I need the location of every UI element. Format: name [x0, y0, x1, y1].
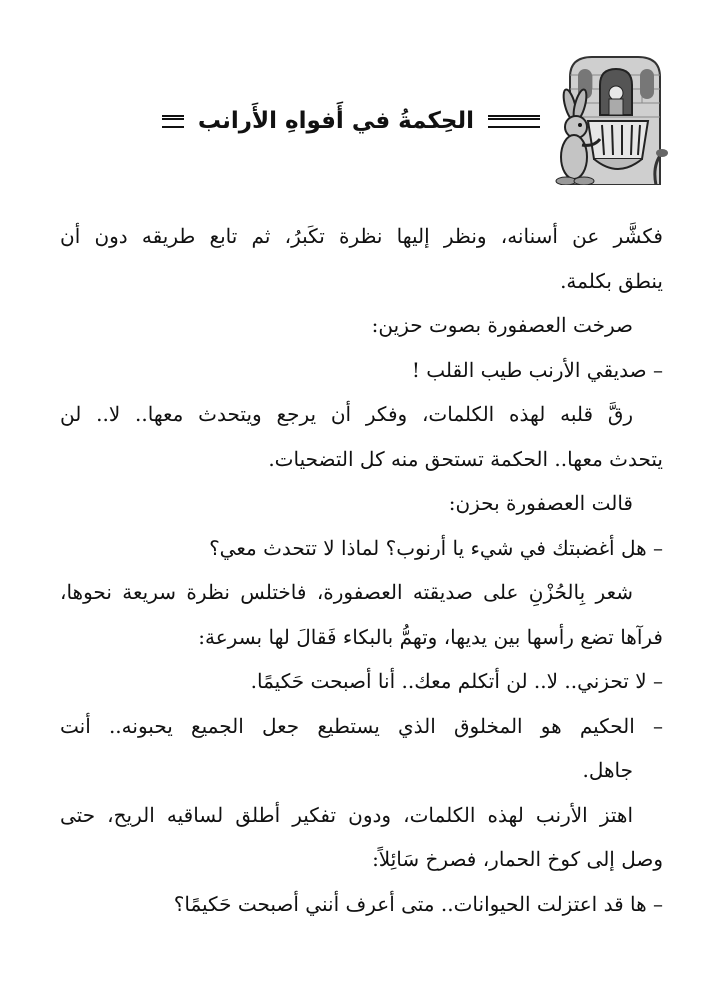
- dialogue-line: – الحكيم هو المخلوق الذي يستطيع جعل الجميع يحبونه.. أنت: [60, 713, 663, 738]
- text-line: رقَّ قلبه لهذه الكلمات، وفكر أن يرجع ويتحدث معها.. لا.. لن: [60, 402, 633, 426]
- dialogue-line: – لا تحزني.. لا.. لن أتكلم معك.. أنا أصبحت حَكيمًا.: [250, 669, 663, 693]
- text-line: قالت العصفورة بحزن:: [448, 491, 633, 515]
- text-line: ينطق بكلمة.: [560, 268, 663, 293]
- text-line: شعر بِالحُزْنِ على صديقته العصفورة، فاختلس نظرة سريعة نحوها،: [60, 580, 633, 604]
- title-rule-right: [488, 115, 540, 128]
- text-line: صرخت العصفورة بصوت حزين:: [371, 313, 633, 337]
- rabbit-tower-illustration: [552, 55, 670, 185]
- chapter-title: الحِكمةُ في أَفواهِ الأَرانب: [197, 108, 474, 134]
- dialogue-line: – هل أغضبتك في شيء يا أرنوب؟ لماذا لا تتحدث معي؟: [209, 535, 663, 560]
- story-text: [60, 214, 663, 926]
- dialogue-line: – ها قد اعتزلت الحيوانات.. متى أعرف أنني أصبحت حَكيمًا؟: [173, 891, 663, 916]
- chapter-header: [40, 55, 680, 185]
- text-line: اهتز الأرنب لهذه الكلمات، ودون تفكير أطلق لساقيه الريح، حتى: [60, 802, 633, 827]
- text-line: يتحدث معها.. الحكمة تستحق منه كل التضحيات.: [268, 446, 663, 471]
- text-line: فرآها تضع رأسها بين يديها، وتهمُّ بالبكاء فَقالَ لها بسرعة:: [198, 624, 663, 649]
- dialogue-line: – صديقي الأرنب طيب القلب !: [411, 357, 663, 382]
- title-row: [40, 103, 540, 139]
- title-rule-left: [162, 115, 184, 128]
- text-line: جاهل.: [582, 758, 633, 782]
- text-line: فكشَّر عن أسنانه، ونظر إليها نظرة تكَبرُ، ثم تابع طريقه دون أن: [60, 224, 663, 248]
- text-line: وصل إلى كوخ الحمار، فصرخ سَائِلاً:: [372, 847, 663, 871]
